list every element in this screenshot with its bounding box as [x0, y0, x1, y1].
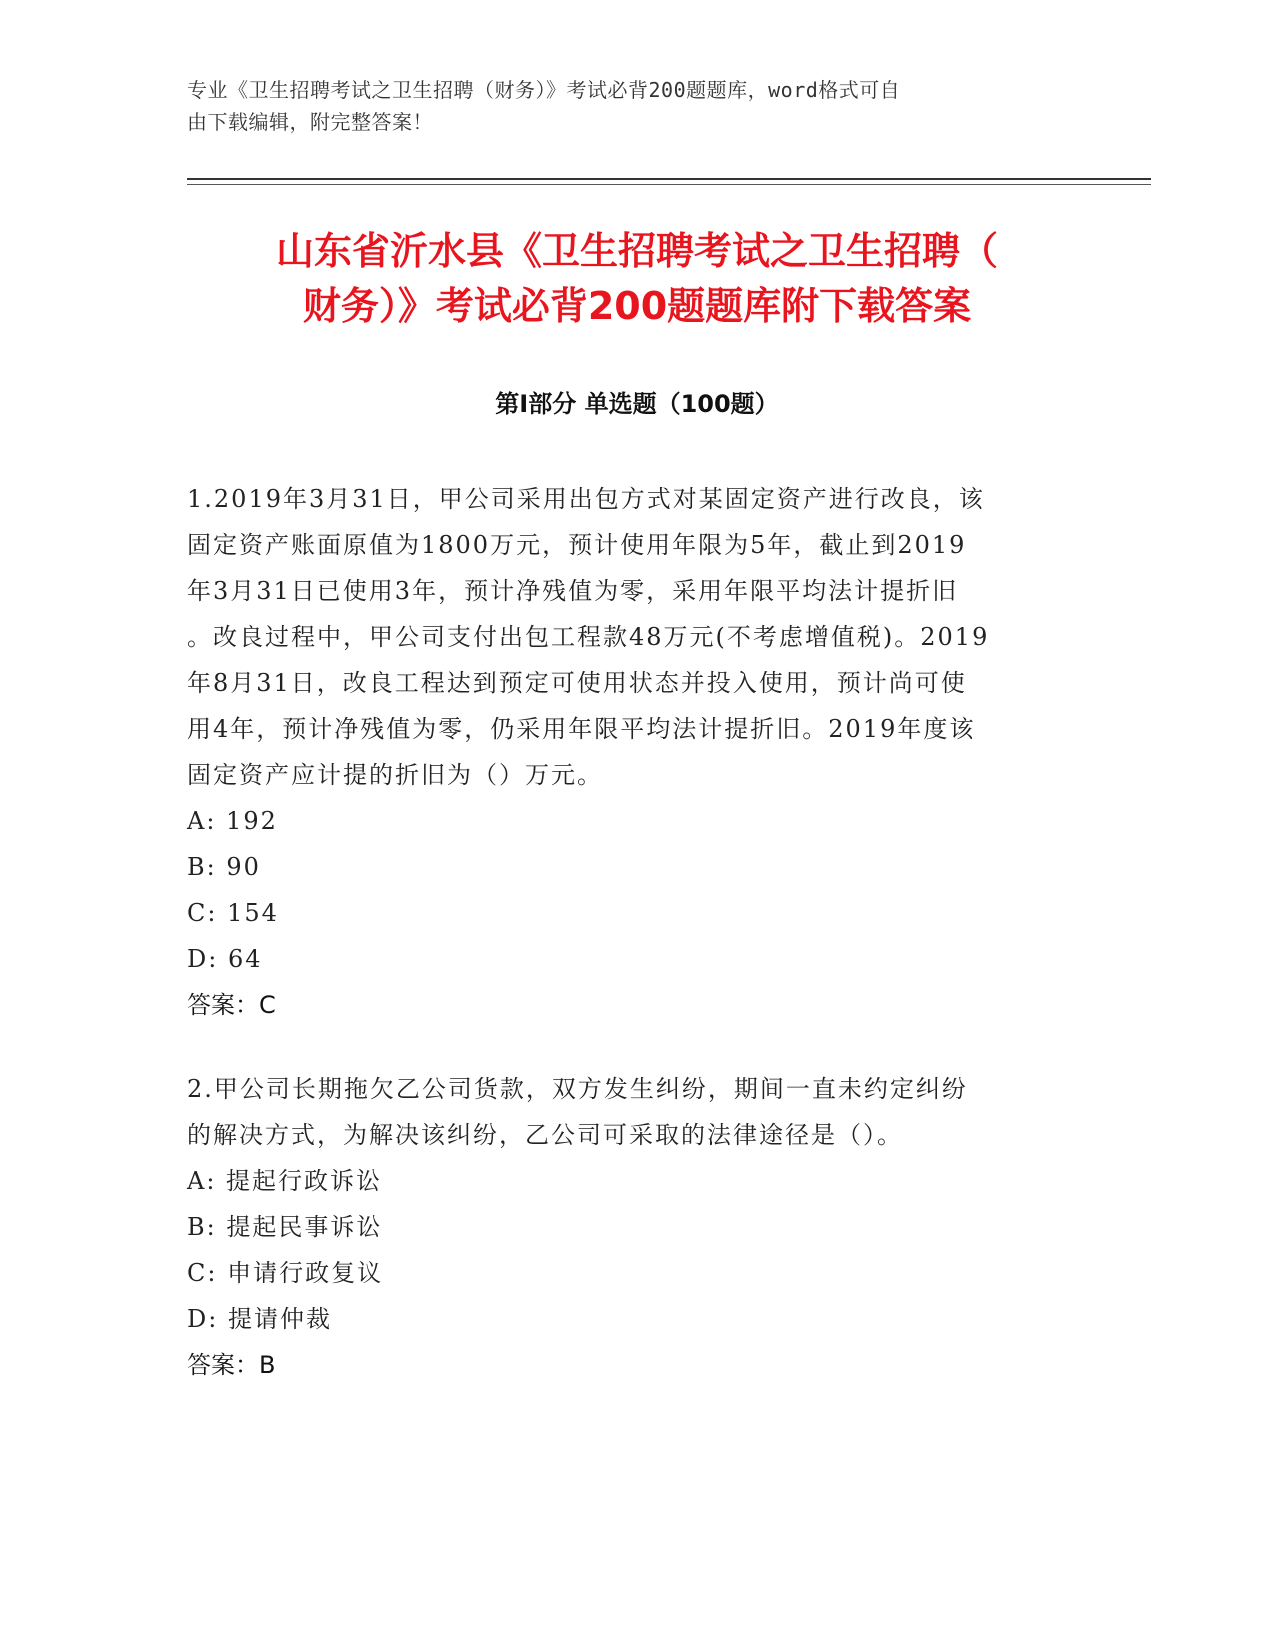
option-b: B: 90 [187, 853, 261, 881]
header-note [187, 74, 1087, 138]
question-stem-line: 2.甲公司长期拖欠乙公司货款，双方发生纠纷，期间一直未约定纠纷 [187, 1075, 968, 1103]
option-a: A: 提起行政诉讼 [187, 1167, 383, 1195]
header-note-line-2: 由下载编辑，附完整答案！ [187, 110, 433, 134]
question-stem-line: 年3月31日已使用3年，预计净残值为零，采用年限平均法计提折旧 [187, 577, 959, 605]
option-b: B: 提起民事诉讼 [187, 1213, 383, 1241]
question-stem [187, 1066, 1087, 1158]
option-d: D: 64 [187, 945, 263, 973]
question-stem [187, 476, 1087, 798]
question-stem-line: 。改良过程中，甲公司支付出包工程款48万元(不考虑增值税)。2019 [187, 623, 990, 651]
question-stem-line: 固定资产账面原值为1800万元，预计使用年限为5年，截止到2019 [187, 531, 967, 559]
document-title-line-1: 山东省沂水县《卫生招聘考试之卫生招聘（ [275, 229, 998, 273]
question-stem-line: 1.2019年3月31日，甲公司采用出包方式对某固定资产进行改良，该 [187, 485, 985, 513]
option-c: C: 申请行政复议 [187, 1259, 384, 1287]
section-title: 第I部分 单选题（100题） [495, 390, 779, 418]
question-stem-line: 固定资产应计提的折旧为（）万元。 [187, 761, 603, 789]
option-a: A: 192 [187, 807, 278, 835]
option-d: D: 提请仲裁 [187, 1305, 332, 1333]
document-title [187, 224, 1087, 334]
answer: 答案：C [187, 991, 276, 1019]
header-divider-thick [187, 178, 1151, 180]
header-divider-thin [187, 184, 1151, 185]
question-stem-line: 用4年，预计净残值为零，仍采用年限平均法计提折旧。2019年度该 [187, 715, 976, 743]
question-stem-line: 的解决方式，为解决该纠纷，乙公司可采取的法律途径是（）。 [187, 1121, 903, 1149]
document-title-line-2: 财务）》考试必背200题题库附下载答案 [302, 284, 972, 328]
header-note-line-1: 专业《卫生招聘考试之卫生招聘（财务）》考试必背200题题库，word格式可自 [187, 78, 901, 102]
question-stem-line: 年8月31日，改良工程达到预定可使用状态并投入使用，预计尚可使 [187, 669, 967, 697]
question-1 [187, 476, 1087, 1028]
answer: 答案：B [187, 1351, 276, 1379]
question-2 [187, 1066, 1087, 1388]
option-c: C: 154 [187, 899, 279, 927]
